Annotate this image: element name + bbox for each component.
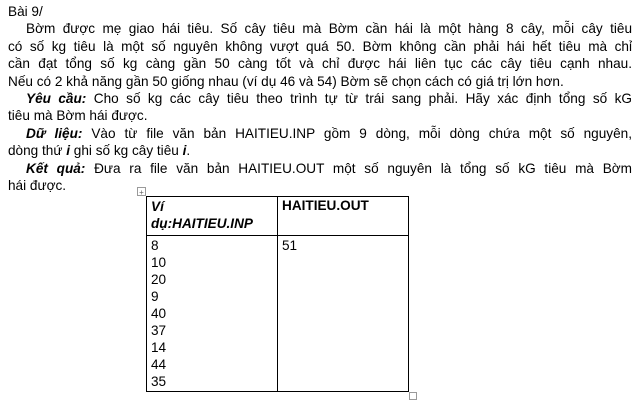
data-var-i-2: i: [182, 143, 187, 159]
data-line-2-pre: dòng thứ: [8, 143, 67, 159]
data-line-2: [8, 142, 632, 159]
data-line-1: [8, 125, 632, 142]
table-data-row: [147, 236, 409, 392]
output-value: 51: [282, 238, 298, 253]
header-input-line-1: Ví: [151, 199, 164, 214]
example-table-container: [139, 188, 409, 392]
input-value: 8: [151, 238, 159, 253]
input-value: 10: [151, 255, 167, 270]
problem-text-line-2: có số kg tiêu là một số nguyên không vượt quá 50. Bờm không cần phải hái hết tiêu mà chỉ: [8, 38, 632, 54]
problem-text-line-1: Bờm được mẹ giao hái tiêu. Số cây tiêu mà Bờm cần hái là một hàng 8 cây, mỗi cây tiêu: [26, 21, 632, 37]
requirement-label: Yêu cầu:: [26, 90, 87, 106]
table-resize-handle[interactable]: [409, 392, 417, 400]
input-values-cell: [147, 236, 278, 392]
data-var-i-1: i: [66, 143, 71, 159]
result-line-1: [8, 160, 632, 177]
problem-text-line-4: Nếu có 2 khả năng gần 50 giống nhau (ví dụ 46 và 54) Bờm sẽ chọn cách có giá trị lớn hơn.: [8, 73, 564, 89]
data-line-2-post: .: [186, 143, 191, 159]
input-value: 9: [151, 289, 159, 304]
result-line-2: hái được.: [8, 177, 67, 193]
document-body: [8, 0, 632, 194]
data-line-2-mid: ghi số kg cây tiêu: [70, 143, 183, 159]
data-label: Dữ liệu:: [26, 125, 83, 141]
requirement-text: Cho số kg các cây tiêu theo trình tự từ trái sang phải. Hãy xác định tổng số kG: [86, 90, 632, 106]
header-output-file: HAITIEU.OUT: [278, 197, 409, 236]
example-table: [146, 196, 409, 392]
problem-text-line-3: cần đạt tổng số kg càng gần 50 càng tốt và chỉ được hái liên tục các cây tiêu cạnh nhau.: [8, 56, 632, 72]
input-value: 44: [151, 357, 167, 372]
requirement-line-1: [8, 90, 632, 107]
data-text: Vào từ file văn bản HAITIEU.INP gồm 9 dòng, mỗi dòng chứa một số nguyên,: [82, 125, 632, 141]
header-input-line-2: dụ:HAITIEU.INP: [151, 216, 253, 231]
output-values-cell: [278, 236, 409, 392]
input-value: 35: [151, 374, 167, 389]
input-value: 14: [151, 340, 167, 355]
header-input-file: [147, 197, 278, 236]
input-value: 37: [151, 323, 167, 338]
input-value: 20: [151, 272, 167, 287]
result-label: Kết quả:: [26, 160, 86, 176]
table-header-row: [147, 197, 409, 236]
requirement-line-2: tiêu mà Bờm hái được.: [8, 108, 148, 124]
move-icon[interactable]: +: [137, 187, 146, 196]
input-value: 40: [151, 306, 167, 321]
result-text: Đưa ra file văn bản HAITIEU.OUT một số nguyên là tổng số kG tiêu mà Bờm: [85, 160, 632, 176]
exercise-title: Bài 9/: [8, 4, 43, 19]
